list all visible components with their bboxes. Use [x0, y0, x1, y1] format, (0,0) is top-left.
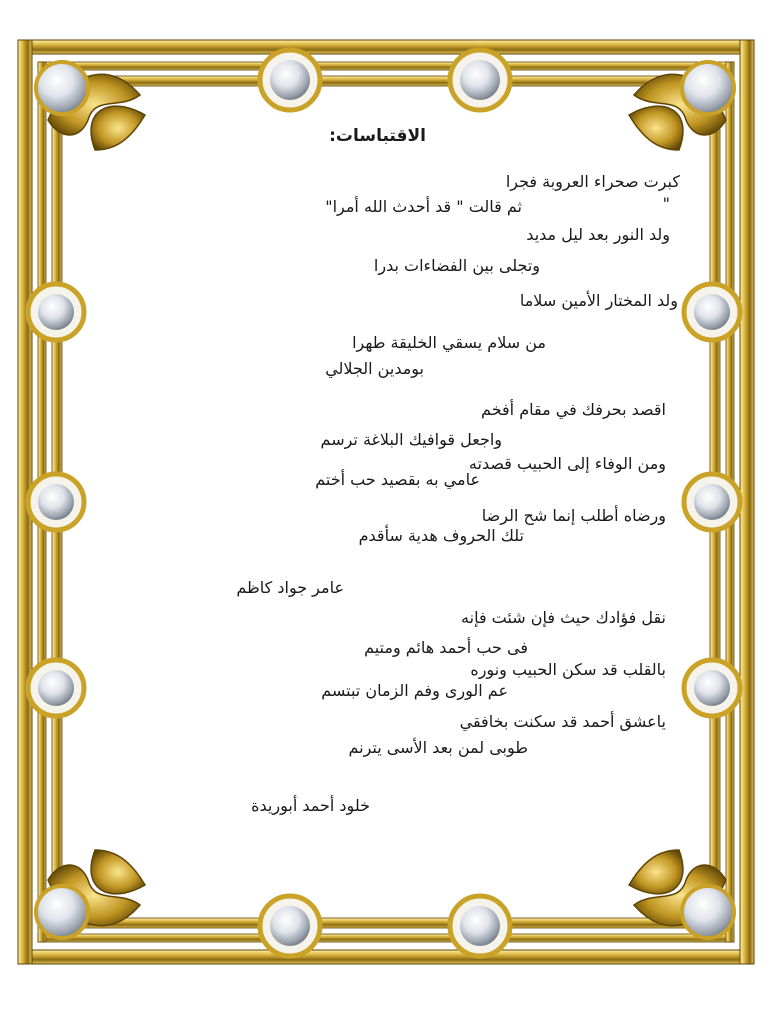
poem2-line6: تلك الحروف هدية سأقدم: [358, 526, 524, 545]
poem2-author: عامر جواد كاظم: [236, 578, 344, 597]
rosette-left-3: [28, 660, 84, 716]
poem1-line6: من سلام يسقي الخليقة طهرا: [352, 333, 546, 352]
poem1-author: بومدين الجلالي: [325, 359, 424, 378]
poem3-line6: طوبى لمن بعد الأسى يترنم: [348, 738, 528, 757]
poem2-line4: عامي به بقصيد حب أختم: [315, 470, 480, 489]
poem1-line3: ولد النور بعد ليل مديد: [526, 225, 670, 244]
poem1-line5: ولد المختار الأمين سلاما: [519, 291, 678, 310]
poem3-line4: عم الورى وفم الزمان تبتسم: [321, 681, 508, 700]
rosette-top-2: [450, 50, 510, 110]
poem2-line2: واجعل قوافيك البلاغة ترسم: [320, 430, 502, 449]
poem2-line3: ومن الوفاء إلى الحبيب قصدته: [468, 454, 666, 473]
poem1-line4: وتجلى بين الفضاءات بدرا: [373, 256, 540, 275]
rosette-bottom-2: [450, 896, 510, 956]
rosette-right-1: [684, 284, 740, 340]
rosette-top-1: [260, 50, 320, 110]
poem3-line2: فى حب أحمد هائم ومتيم: [364, 638, 528, 657]
rosette-right-2: [684, 474, 740, 530]
poem1-quote-mark: ": [662, 194, 670, 213]
poem2-line5: ورضاه أطلب إنما شح الرضا: [481, 506, 666, 525]
rosette-left-1: [28, 284, 84, 340]
rosette-left-2: [28, 474, 84, 530]
poem1-line2: ثم قالت " قد أحدث الله أمرا": [325, 197, 522, 216]
rosette-right-3: [684, 660, 740, 716]
page-title: الاقتباسات:: [329, 126, 426, 146]
poem3-line1: نقل فؤادك حيث فإن شئت فإنه: [461, 608, 666, 627]
rosette-bottom-1: [260, 896, 320, 956]
poem1-line1: كبرت صحراء العروبة فجرا: [505, 172, 680, 191]
poem2-line1: اقصد بحرفك في مقام أفخم: [481, 400, 666, 419]
poem3-author: خلود أحمد أبوريدة: [251, 796, 370, 815]
poem3-line3: بالقلب قد سكن الحبيب ونوره: [470, 660, 666, 679]
poem3-line5: ياعشق أحمد قد سكنت بخافقي: [459, 712, 666, 731]
